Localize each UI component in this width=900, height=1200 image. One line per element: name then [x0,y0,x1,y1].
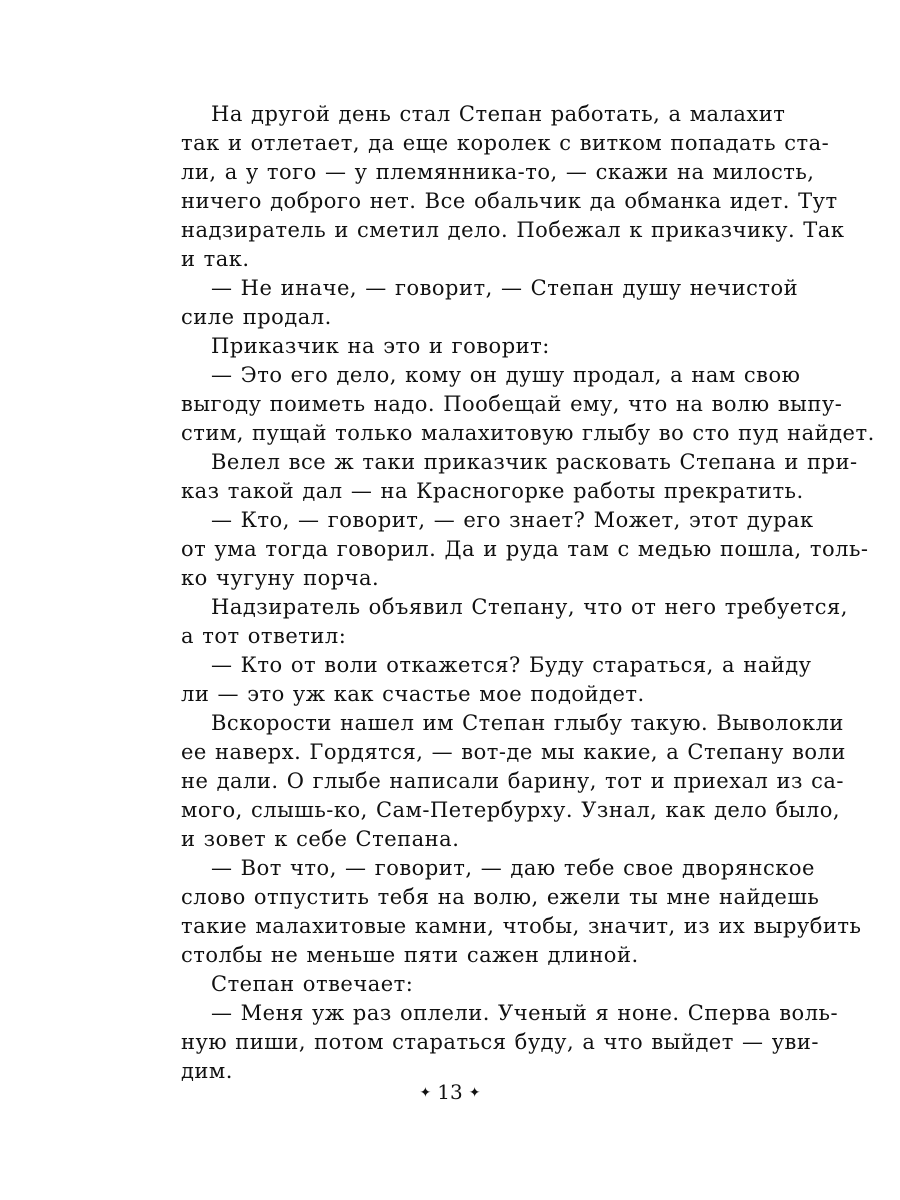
text-line: выгоду поиметь надо. Пообещай ему, что на волю выпу- [181,392,843,416]
page-number: 13 [437,1080,463,1104]
text-line: и так. [181,247,250,271]
text-line: стим, пущай только малахитовую глыбу во сто пуд найдет. [181,421,875,445]
paragraph [151,506,869,593]
text-line: Велел все ж таки приказчик расковать Степана и при- [211,450,858,474]
text-line: — Не иначе, — говорит, — Степан душу нечистой [211,276,799,300]
text-line: и зовет к себе Степана. [181,827,460,851]
text-line: так и отлетает, да еще королек с витком попадать ста- [181,131,830,155]
paragraph [151,100,845,274]
text-line: ли — это уж как счастье мое подойдет. [181,682,645,706]
text-line: столбы не меньше пяти сажен длиной. [181,943,639,967]
text-line: мого, слышь-ко, Сам-Петербурху. Узнал, как дело было, [181,798,841,822]
text-line: — Меня уж раз оплели. Ученый я ноне. Сперва воль- [211,1001,839,1025]
text-line: Приказчик на это и говорит: [211,334,550,358]
paragraph [151,854,862,970]
text-line: — Кто от воли откажется? Буду стараться, а найду [211,653,812,677]
paragraph [151,448,858,506]
text-line: дим. [181,1059,233,1083]
text-line: — Это его дело, кому он душу продал, а нам свою [211,363,801,387]
text-line: надзиратель и сметил дело. Побежал к приказчику. Так [181,218,845,242]
text-line: ее наверх. Гордятся, — вот-де мы какие, а Степану воли [181,740,846,764]
paragraph [151,593,848,651]
text-line: Надзиратель объявил Степану, что от него требуется, [211,595,848,619]
paragraph [151,970,707,999]
paragraph [151,274,799,332]
text-line: — Вот что, — говорит, — даю тебе свое дворянское [211,856,815,880]
body-text [151,100,875,1086]
paragraph [151,332,707,361]
text-line: — Кто, — говорит, — его знает? Может, этот дурак [211,508,814,532]
text-line: Вскорости нашел им Степан глыбу такую. Выволокли [211,711,844,735]
text-line: ничего доброго нет. Все обальчик да обманка идет. Тут [181,189,838,213]
text-line: каз такой дал — на Красногорке работы прекратить. [181,479,804,503]
paragraph [151,651,812,709]
paragraph [151,361,875,448]
paragraph [151,999,839,1086]
text-line: слово отпустить тебя на волю, ежели ты мне найдешь [181,885,820,909]
ornament-left-icon: ✦ [419,1085,432,1101]
text-line: Степан отвечает: [211,972,414,996]
text-line: силе продал. [181,305,332,329]
text-line: ко чугуну порча. [181,566,380,590]
text-line: не дали. О глыбе написали барину, тот и приехал из са- [181,769,845,793]
paragraph [151,709,846,854]
text-line: от ума тогда говорил. Да и руда там с медью пошла, толь- [181,537,869,561]
text-line: такие малахитовые камни, чтобы, значит, из их вырубить [181,914,862,938]
page-footer [0,1080,900,1104]
ornament-right-icon: ✦ [468,1085,481,1101]
text-line: а тот ответил: [181,624,347,648]
text-line: На другой день стал Степан работать, а малахит [211,102,786,126]
text-line: ли, а у того — у племянника-то, — скажи на милость, [181,160,815,184]
text-line: ную пиши, потом стараться буду, а что выйдет — уви- [181,1030,819,1054]
